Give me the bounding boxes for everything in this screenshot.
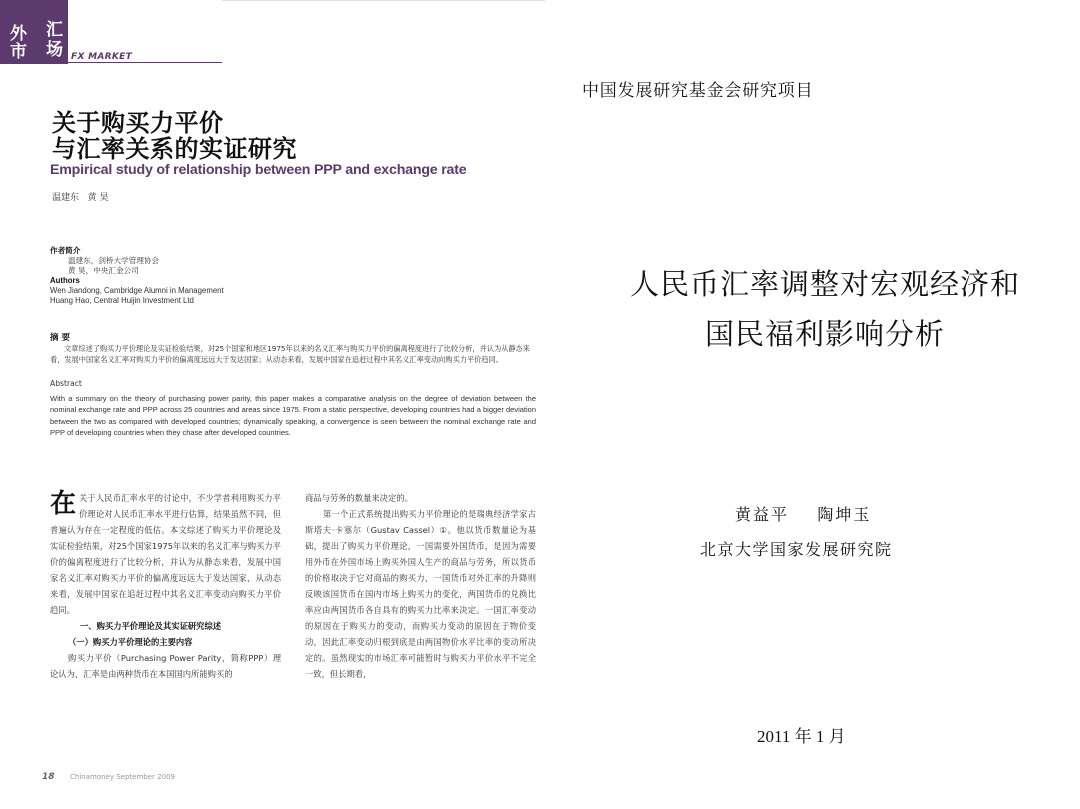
top-rule: [222, 0, 545, 1]
article-authors: 温建东 黄 昊: [52, 193, 109, 203]
body-column-1: [50, 490, 281, 682]
author-info-block: [50, 246, 536, 306]
body-paragraph: 商品与劳务的数量来决定的。: [305, 493, 413, 503]
fx-market-logo-box: [0, 0, 68, 64]
report-date: 2011 年 1 月: [757, 727, 846, 746]
logo-char: 外: [10, 24, 27, 44]
authors-en-heading: Authors: [50, 276, 80, 285]
article-title-cn-line2: 与汇率关系的实证研究: [52, 134, 297, 163]
right-page-report-cover: [545, 0, 1080, 809]
body-paragraph: 第一个正式系统提出购买力平价理论的是瑞典经济学家古斯塔夫·卡塞尔（Gustav Cassel）①。他以货币数量论为基础，提出了购买力平价理论，一国需要外国货币，是因为需要用外币在外国市场上购买外国人生产的商品与劳务，所以货币的价格取决于它对商品的购买力，一国货币对外汇率的升降则反映该国货币在国内市场上购买力的变化，两国货币的兑换比率应由两国货币各自具有的购买力比率来决定。一国汇率变动的原因在于购买力的变动，而购买力变动的原因在于物价变动，因此汇率变动归根到底是由两国物价水平比率的变动所决定的。虽然现实的市场汇率可能暂时与购买力平价水平不完全一致，但长期看，: [305, 509, 536, 679]
subsection-heading: （一）购买力平价理论的主要内容: [68, 637, 193, 647]
report-title-line2: 国民福利影响分析: [704, 317, 945, 351]
dropcap: 在: [50, 489, 77, 519]
logo-char: 汇: [46, 20, 63, 40]
article-title-en: Empirical study of relationship between PPP and exchange rate: [50, 162, 467, 178]
section-label-fx-market: FX MARKET: [71, 52, 133, 62]
abstract-en-heading: Abstract: [50, 379, 82, 388]
page-number: 18: [42, 772, 55, 782]
report-institution: 北京大学国家发展研究院: [700, 540, 893, 559]
logo-char: 市: [10, 42, 27, 62]
report-authors: 黄益平 陶坤玉: [735, 505, 872, 524]
abstract-en-text: With a summary on the theory of purchasing power parity, this paper makes a comparative analysis on the degree of deviation between the nominal exchange rate and PPP across 25 countries and areas since 1975. From a static perspective, developing countries had a bigger deviation between the two as compared with developed countries; dynamically speaking, a convergence is seen between the nominal exchange rate and PPP of developing countries when they chase after developed countries.: [50, 394, 536, 437]
page-footer-magazine: Chinamoney September 2009: [70, 773, 175, 781]
author-intro-line: 黄 昊，中央汇金公司: [68, 266, 139, 275]
authors-en-line: Huang Hao, Central Huijin Investment Ltd: [50, 296, 194, 305]
report-header: 中国发展研究基金会研究项目: [582, 81, 814, 101]
abstract-cn-text: 文章综述了购买力平价理论及实证检验结果，对25个国家和地区1975年以来的名义汇率与购买力平价的偏离程度进行了比较分析，并认为从静态来看，发展中国家名义汇率对购买力平价的偏离度远远大于发达国家；从动态来看，发展中国家在追赶过程中其名义汇率变动向购买力平价趋同。: [50, 344, 530, 364]
section-heading: 一、购买力平价理论及其实证研究综述: [80, 621, 222, 631]
report-title-line1: 人民币汇率调整对宏观经济和: [629, 267, 1020, 301]
author-intro-line: 温建东，剑桥大学管理协会: [68, 256, 160, 265]
abstract-cn-heading: 摘 要: [50, 333, 70, 343]
body-paragraph: 购买力平价（Purchasing Power Parity，简称PPP）理论认为，汇率是由两种货币在本国国内所能购买的: [50, 653, 281, 679]
logo-char: 场: [46, 40, 63, 60]
article-title-cn-line1: 关于购买力平价: [52, 108, 224, 137]
author-intro-heading: 作者简介: [50, 246, 81, 255]
abstract-cn-block: [50, 333, 536, 365]
section-label-rule: [68, 62, 222, 63]
body-column-2: [305, 490, 536, 682]
authors-en-line: Wen Jiandong, Cambridge Alumni in Management: [50, 286, 224, 295]
body-intro-text: 关于人民币汇率水平的讨论中，不少学者利用购买力平价理论对人民币汇率水平进行估算，结果虽然不同，但普遍认为存在一定程度的低估。本文综述了购买力平价理论及实证检验结果，对25个国家1975年以来的名义汇率与购买力平价的偏离程度进行了比较分析，并认为从静态来看，发展中国家名义汇率对购买力平价的偏离度远远大于发达国家，从动态来看，发展中国家在追赶过程中其名义汇率变动向购买力平价趋同。: [50, 493, 281, 615]
